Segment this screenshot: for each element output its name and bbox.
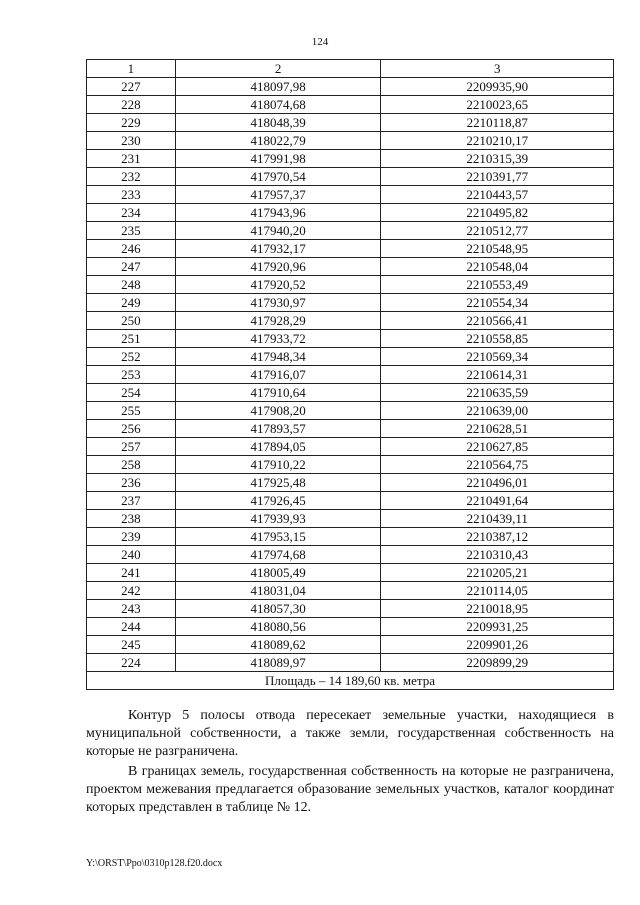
point-number-cell: 244 xyxy=(87,618,176,636)
y-coordinate-cell: 2210495,82 xyxy=(381,204,614,222)
table-row xyxy=(87,564,614,582)
x-coordinate-cell: 417893,57 xyxy=(175,420,381,438)
area-row xyxy=(87,672,614,690)
point-number-cell: 234 xyxy=(87,204,176,222)
y-coordinate-cell: 2210491,64 xyxy=(381,492,614,510)
y-coordinate-cell: 2210548,95 xyxy=(381,240,614,258)
y-coordinate-cell: 2210564,75 xyxy=(381,456,614,474)
x-coordinate-cell: 417908,20 xyxy=(175,402,381,420)
table-header-row xyxy=(87,60,614,78)
x-coordinate-cell: 417948,34 xyxy=(175,348,381,366)
table-row xyxy=(87,456,614,474)
point-number-cell: 236 xyxy=(87,474,176,492)
table-row xyxy=(87,546,614,564)
table-row xyxy=(87,348,614,366)
paragraph-contour: Контур 5 полосы отвода пересекает земельные участки, находящиеся в муниципальной собственности, а также земли, государственная собственность на которые не разграничена. xyxy=(86,708,614,759)
point-number-cell: 255 xyxy=(87,402,176,420)
coordinates-table xyxy=(86,59,614,690)
point-number-cell: 246 xyxy=(87,240,176,258)
y-coordinate-cell: 2210558,85 xyxy=(381,330,614,348)
point-number-cell: 240 xyxy=(87,546,176,564)
x-coordinate-cell: 418074,68 xyxy=(175,96,381,114)
table-row xyxy=(87,510,614,528)
point-number-cell: 254 xyxy=(87,384,176,402)
y-coordinate-cell: 2210628,51 xyxy=(381,420,614,438)
x-coordinate-cell: 418031,04 xyxy=(175,582,381,600)
y-coordinate-cell: 2209931,25 xyxy=(381,618,614,636)
y-coordinate-cell: 2210569,34 xyxy=(381,348,614,366)
y-coordinate-cell: 2209935,90 xyxy=(381,78,614,96)
y-coordinate-cell: 2210210,17 xyxy=(381,132,614,150)
table-row xyxy=(87,420,614,438)
y-coordinate-cell: 2210439,11 xyxy=(381,510,614,528)
table-row xyxy=(87,96,614,114)
point-number-cell: 235 xyxy=(87,222,176,240)
table-row xyxy=(87,204,614,222)
table-row xyxy=(87,114,614,132)
table-row xyxy=(87,474,614,492)
table-row xyxy=(87,222,614,240)
point-number-cell: 249 xyxy=(87,294,176,312)
y-coordinate-cell: 2210496,01 xyxy=(381,474,614,492)
x-coordinate-cell: 418022,79 xyxy=(175,132,381,150)
point-number-cell: 224 xyxy=(87,654,176,672)
x-coordinate-cell: 417974,68 xyxy=(175,546,381,564)
y-coordinate-cell: 2210512,77 xyxy=(381,222,614,240)
point-number-cell: 233 xyxy=(87,186,176,204)
point-number-cell: 243 xyxy=(87,600,176,618)
page-number: 124 xyxy=(311,36,329,48)
x-coordinate-cell: 417940,20 xyxy=(175,222,381,240)
point-number-cell: 241 xyxy=(87,564,176,582)
table-row xyxy=(87,294,614,312)
y-coordinate-cell: 2210315,39 xyxy=(381,150,614,168)
point-number-cell: 245 xyxy=(87,636,176,654)
point-number-cell: 256 xyxy=(87,420,176,438)
point-number-cell: 252 xyxy=(87,348,176,366)
x-coordinate-cell: 417957,37 xyxy=(175,186,381,204)
table-row xyxy=(87,276,614,294)
point-number-cell: 227 xyxy=(87,78,176,96)
table-row xyxy=(87,132,614,150)
x-coordinate-cell: 417970,54 xyxy=(175,168,381,186)
x-coordinate-cell: 418048,39 xyxy=(175,114,381,132)
paragraph-boundaries: В границах земель, государственная собственность на которые не разграничена, проектом межевания предлагается образование земельных участков, каталог координат которых представлен в таблице № 12. xyxy=(86,764,614,815)
x-coordinate-cell: 417910,22 xyxy=(175,456,381,474)
y-coordinate-cell: 2210627,85 xyxy=(381,438,614,456)
x-coordinate-cell: 417928,29 xyxy=(175,312,381,330)
point-number-cell: 247 xyxy=(87,258,176,276)
point-number-cell: 257 xyxy=(87,438,176,456)
x-coordinate-cell: 417916,07 xyxy=(175,366,381,384)
point-number-cell: 239 xyxy=(87,528,176,546)
y-coordinate-cell: 2210391,77 xyxy=(381,168,614,186)
point-number-cell: 258 xyxy=(87,456,176,474)
column-header-3: 3 xyxy=(381,60,614,78)
table-row xyxy=(87,312,614,330)
y-coordinate-cell: 2210443,57 xyxy=(381,186,614,204)
x-coordinate-cell: 417910,64 xyxy=(175,384,381,402)
x-coordinate-cell: 418005,49 xyxy=(175,564,381,582)
x-coordinate-cell: 418089,62 xyxy=(175,636,381,654)
table-row xyxy=(87,330,614,348)
table-row xyxy=(87,240,614,258)
x-coordinate-cell: 418057,30 xyxy=(175,600,381,618)
y-coordinate-cell: 2210018,95 xyxy=(381,600,614,618)
x-coordinate-cell: 417953,15 xyxy=(175,528,381,546)
x-coordinate-cell: 417925,48 xyxy=(175,474,381,492)
y-coordinate-cell: 2210554,34 xyxy=(381,294,614,312)
point-number-cell: 237 xyxy=(87,492,176,510)
table-row xyxy=(87,258,614,276)
column-header-2: 2 xyxy=(175,60,381,78)
x-coordinate-cell: 417991,98 xyxy=(175,150,381,168)
y-coordinate-cell: 2210387,12 xyxy=(381,528,614,546)
y-coordinate-cell: 2210614,31 xyxy=(381,366,614,384)
table-row xyxy=(87,636,614,654)
y-coordinate-cell: 2210639,00 xyxy=(381,402,614,420)
point-number-cell: 229 xyxy=(87,114,176,132)
table-row xyxy=(87,186,614,204)
y-coordinate-cell: 2209901,26 xyxy=(381,636,614,654)
table-row xyxy=(87,528,614,546)
point-number-cell: 232 xyxy=(87,168,176,186)
table-row xyxy=(87,600,614,618)
x-coordinate-cell: 418089,97 xyxy=(175,654,381,672)
point-number-cell: 253 xyxy=(87,366,176,384)
y-coordinate-cell: 2210114,05 xyxy=(381,582,614,600)
point-number-cell: 238 xyxy=(87,510,176,528)
x-coordinate-cell: 418097,98 xyxy=(175,78,381,96)
y-coordinate-cell: 2210023,65 xyxy=(381,96,614,114)
y-coordinate-cell: 2210566,41 xyxy=(381,312,614,330)
point-number-cell: 250 xyxy=(87,312,176,330)
y-coordinate-cell: 2210635,59 xyxy=(381,384,614,402)
table-row xyxy=(87,168,614,186)
table-row xyxy=(87,78,614,96)
area-label: Площадь – 14 189,60 кв. метра xyxy=(87,672,614,690)
y-coordinate-cell: 2210118,87 xyxy=(381,114,614,132)
x-coordinate-cell: 417943,96 xyxy=(175,204,381,222)
point-number-cell: 242 xyxy=(87,582,176,600)
table-row xyxy=(87,402,614,420)
table-row xyxy=(87,438,614,456)
x-coordinate-cell: 417933,72 xyxy=(175,330,381,348)
x-coordinate-cell: 417920,52 xyxy=(175,276,381,294)
y-coordinate-cell: 2210548,04 xyxy=(381,258,614,276)
x-coordinate-cell: 417932,17 xyxy=(175,240,381,258)
x-coordinate-cell: 417920,96 xyxy=(175,258,381,276)
point-number-cell: 230 xyxy=(87,132,176,150)
footer-file-path: Y:\ORST\Ppo\0310p128.f20.docx xyxy=(86,858,223,869)
y-coordinate-cell: 2209899,29 xyxy=(381,654,614,672)
point-number-cell: 231 xyxy=(87,150,176,168)
point-number-cell: 251 xyxy=(87,330,176,348)
y-coordinate-cell: 2210310,43 xyxy=(381,546,614,564)
column-header-1: 1 xyxy=(87,60,176,78)
table-row xyxy=(87,492,614,510)
y-coordinate-cell: 2210205,21 xyxy=(381,564,614,582)
y-coordinate-cell: 2210553,49 xyxy=(381,276,614,294)
x-coordinate-cell: 417930,97 xyxy=(175,294,381,312)
table-row xyxy=(87,582,614,600)
x-coordinate-cell: 417926,45 xyxy=(175,492,381,510)
x-coordinate-cell: 418080,56 xyxy=(175,618,381,636)
table-row xyxy=(87,654,614,672)
table-body xyxy=(87,78,614,672)
table-row xyxy=(87,366,614,384)
point-number-cell: 228 xyxy=(87,96,176,114)
x-coordinate-cell: 417939,93 xyxy=(175,510,381,528)
x-coordinate-cell: 417894,05 xyxy=(175,438,381,456)
table-row xyxy=(87,384,614,402)
point-number-cell: 248 xyxy=(87,276,176,294)
table-row xyxy=(87,618,614,636)
table-row xyxy=(87,150,614,168)
